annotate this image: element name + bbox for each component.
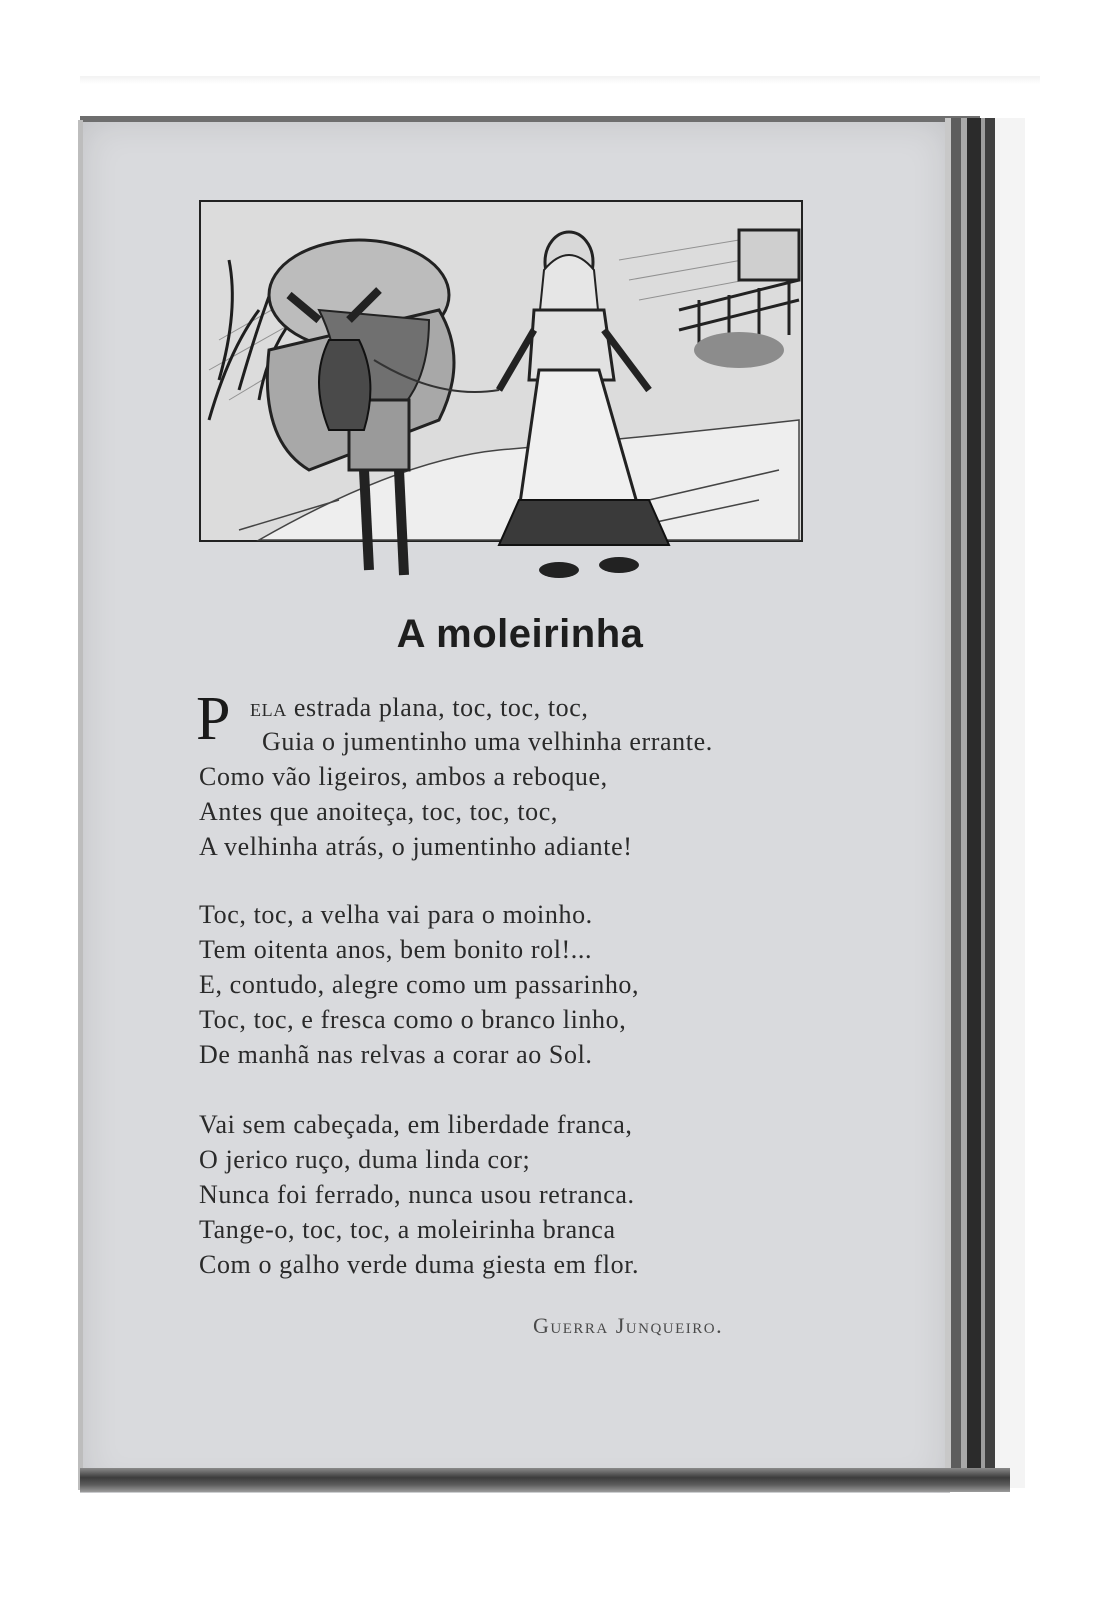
page-left-edge [78,120,83,1490]
poem-line-2: Guia o jumentinho uma velhinha errante. [262,727,713,756]
page-top-edge [80,116,980,122]
poem-line-9: Toc, toc, e fresca como o branco linho, [199,1005,627,1034]
poem-line-4: Antes que anoiteça, toc, toc, toc, [199,797,558,826]
poem-line-7: Tem oitenta anos, bem bonito rol!... [199,935,593,964]
poem-line-11: Vai sem cabeçada, em liberdade franca, [199,1110,633,1139]
book-edge-pages [945,118,1035,1488]
poem-line-6: Toc, toc, a velha vai para o moinho. [199,900,593,929]
page-bottom-edge [80,1468,1010,1492]
woodcut-illustration [199,200,803,600]
poem-line-13: Nunca foi ferrado, nunca usou retranca. [199,1180,635,1209]
scan-margin [80,76,1040,84]
poem-line-5: A velhinha atrás, o jumentinho adiante! [199,832,633,861]
poem-line-1: ELA estrada plana, toc, toc, toc, [250,693,589,722]
poem-line-3: Como vão ligeiros, ambos a reboque, [199,762,608,791]
poem-title: A moleirinha [396,612,644,656]
poem-line-8: E, contudo, alegre como um passarinho, [199,970,640,999]
poem-line-15: Com o galho verde duma giesta em flor. [199,1250,640,1279]
poem-line-10: De manhã nas relvas a corar ao Sol. [199,1040,593,1069]
poem-line-12: O jerico ruço, duma linda cor; [199,1145,531,1174]
first-word-small-caps: ELA [250,700,287,720]
poem-line-14: Tange-o, toc, toc, a moleirinha branca [199,1215,616,1244]
drop-cap: P [196,685,231,753]
poem-author: Guerra Junqueiro. [533,1313,724,1338]
